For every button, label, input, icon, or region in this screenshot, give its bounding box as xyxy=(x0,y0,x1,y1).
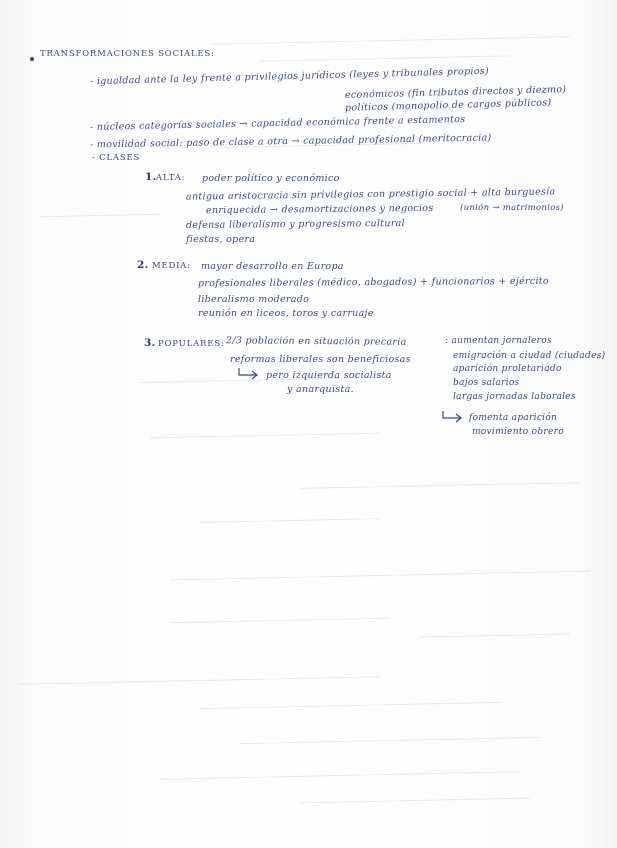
populares-right-3: aparición proletariado xyxy=(453,364,562,374)
populares-heading: POPULARES: xyxy=(158,339,225,349)
alta-line-1: poder político y económico xyxy=(202,173,340,184)
bleed-through-line xyxy=(300,482,580,489)
populares-line-1: 2/3 población en situación precaria xyxy=(225,335,407,348)
bleed-through-line xyxy=(40,214,160,218)
media-number: 2. xyxy=(137,259,149,271)
populares-right-7: movimiento obrero xyxy=(472,427,564,437)
bleed-through-line xyxy=(420,633,570,637)
arrow-icon xyxy=(440,410,466,424)
line-nucleos: - núcleos categorías sociales → capacidad económica frente a estamentos xyxy=(89,114,466,133)
populares-right-2: emigración a ciudad (ciudades) xyxy=(453,351,606,361)
bleed-through-line xyxy=(20,676,380,685)
line-igualdad: - igualdad ante la ley frente a privilegios jurídicos (leyes y tribunales propios) xyxy=(89,65,490,88)
page-title: TRANSFORMACIONES SOCIALES: xyxy=(40,49,215,59)
populares-right-1: : aumentan jornaleros xyxy=(445,336,552,346)
bleed-through-line xyxy=(260,55,510,61)
alta-line-2: antigua aristocracia sin privilegios con prestigio social + alta burguesía xyxy=(185,186,556,203)
media-heading: MEDIA: xyxy=(152,261,191,271)
bleed-through-line xyxy=(200,702,500,709)
populares-right-5: largas jornadas laborales xyxy=(453,392,576,402)
alta-number: 1. xyxy=(145,171,157,183)
bleed-through-line xyxy=(170,618,390,624)
bleed-through-line xyxy=(200,518,380,523)
title-bullet xyxy=(30,57,34,61)
alta-line-4: defensa liberalismo y progresismo cultural xyxy=(185,218,406,231)
bleed-through-line xyxy=(170,571,590,581)
media-line-4: reunión en liceos, toros y carruaje xyxy=(198,308,374,319)
bleed-through-line xyxy=(160,771,520,780)
bleed-through-line xyxy=(240,737,540,744)
media-line-2: profesionales liberales (médico, abogados) + funcionarios + ejército xyxy=(197,275,549,290)
populares-number: 3. xyxy=(144,337,156,349)
line-clases: - CLASES xyxy=(92,153,141,163)
alta-line-5: fiestas, opera xyxy=(186,234,256,245)
populares-right-4: bajos salarios xyxy=(453,378,520,388)
media-line-1: mayor desarrollo en Europa xyxy=(201,261,344,272)
bleed-through-line xyxy=(210,36,570,45)
alta-line-3b: (unión → matrimonios) xyxy=(460,203,564,213)
media-line-3: liberalismo moderado xyxy=(198,294,310,305)
alta-heading: ALTA: xyxy=(156,173,186,183)
line-politicos: políticos (monopolio de cargos públicos) xyxy=(344,97,552,114)
populares-line-3: pero izquierda socialista xyxy=(266,370,392,381)
populares-right-6: fomenta aparición xyxy=(469,413,558,423)
populares-line-2: reformas liberales son beneficiosas xyxy=(230,354,411,365)
bleed-through-line xyxy=(150,433,380,439)
arrow-icon xyxy=(236,367,262,381)
line-economicos: económicos (fin tributos directos y diezmo) xyxy=(344,84,567,101)
populares-line-4: y anarquista. xyxy=(287,384,354,395)
bleed-through-line xyxy=(300,798,530,804)
line-movilidad: - movilidad social: paso de clase a otra → capacidad profesional (meritocracia) xyxy=(89,132,492,151)
alta-line-3: enriquecida → desamortizaciones y negocios xyxy=(205,202,434,217)
